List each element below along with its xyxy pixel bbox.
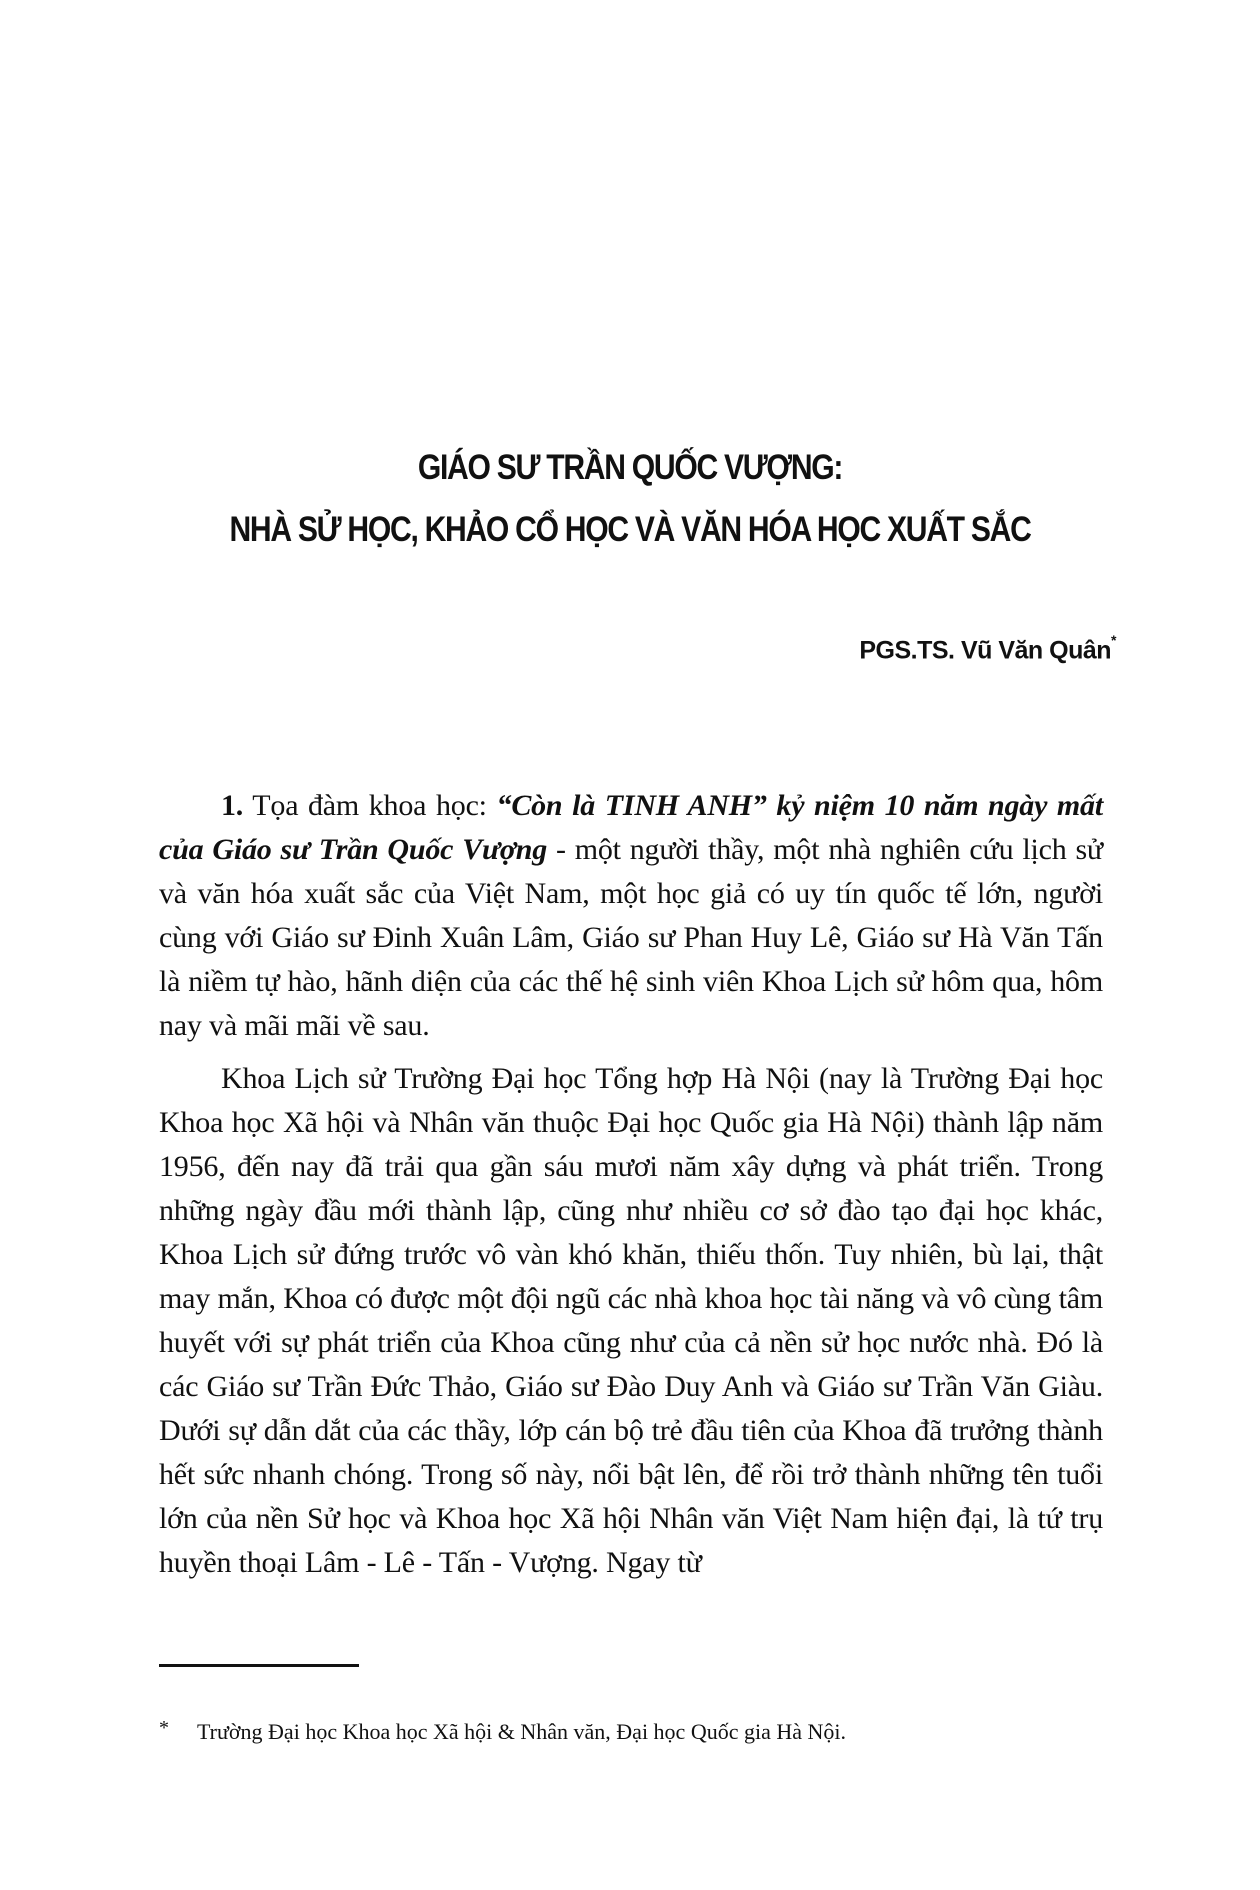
footnote-mark: * xyxy=(159,1717,169,1739)
paragraph-1-lead: Tọa đàm khoa học: xyxy=(243,789,497,822)
title-line-1: GIÁO SƯ TRẦN QUỐC VƯỢNG: xyxy=(417,448,843,487)
author-footnote-mark: * xyxy=(1111,632,1116,648)
body-text xyxy=(159,784,1103,1585)
paragraph-1-rest: - một người thầy, một nhà nghiên cứu lịch sử và văn hóa xuất sắc của Việt Nam, một học giả có uy tín quốc tế lớn, người cùng với Giáo sư Đinh Xuân Lâm, Giáo sư Phan Huy Lê, Giáo sư Hà Văn Tấn là niềm tự hào, hãnh diện của các thế hệ sinh viên Khoa Lịch sử hôm qua, hôm nay và mãi mãi về sau. xyxy=(159,833,1103,1042)
paragraph-2: Khoa Lịch sử Trường Đại học Tổng hợp Hà Nội (nay là Trường Đại học Khoa học Xã hội và Nhân văn thuộc Đại học Quốc gia Hà Nội) thành lập năm 1956, đến nay đã trải qua gần sáu mươi năm xây dựng và phát triển. Trong những ngày đầu mới thành lập, cũng như nhiều cơ sở đào tạo đại học khác, Khoa Lịch sử đứng trước vô vàn khó khăn, thiếu thốn. Tuy nhiên, bù lại, thật may mắn, Khoa có được một đội ngũ các nhà khoa học tài năng và vô cùng tâm huyết với sự phát triển của Khoa cũng như của cả nền sử học nước nhà. Đó là các Giáo sư Trần Đức Thảo, Giáo sư Đào Duy Anh và Giáo sư Trần Văn Giàu. Dưới sự dẫn dắt của các thầy, lớp cán bộ trẻ đầu tiên của Khoa đã trưởng thành hết sức nhanh chóng. Trong số này, nổi bật lên, để rồi trở thành những tên tuổi lớn của nền Sử học và Khoa học Xã hội Nhân văn Việt Nam hiện đại, là tứ trụ huyền thoại Lâm - Lê - Tấn - Vượng. Ngay từ xyxy=(159,1062,1103,1579)
author-name: PGS.TS. Vũ Văn Quân xyxy=(859,636,1112,665)
paragraph-1 xyxy=(159,784,1103,1048)
paragraph-1-emphasis: “Còn là TINH ANH” kỷ niệm 10 năm ngày mất của Giáo sư Trần Quốc Vượng xyxy=(159,789,1103,866)
author-byline xyxy=(859,632,1116,665)
footnote xyxy=(159,1717,1103,1748)
section-number: 1. xyxy=(221,789,244,822)
footnote-text: Trường Đại học Khoa học Xã hội & Nhân văn, Đại học Quốc gia Hà Nội. xyxy=(197,1719,846,1744)
title-line-2: NHÀ SỬ HỌC, KHẢO CỔ HỌC VÀ VĂN HÓA HỌC XUẤT SẮC xyxy=(229,510,1031,549)
footnote-divider xyxy=(159,1664,359,1667)
